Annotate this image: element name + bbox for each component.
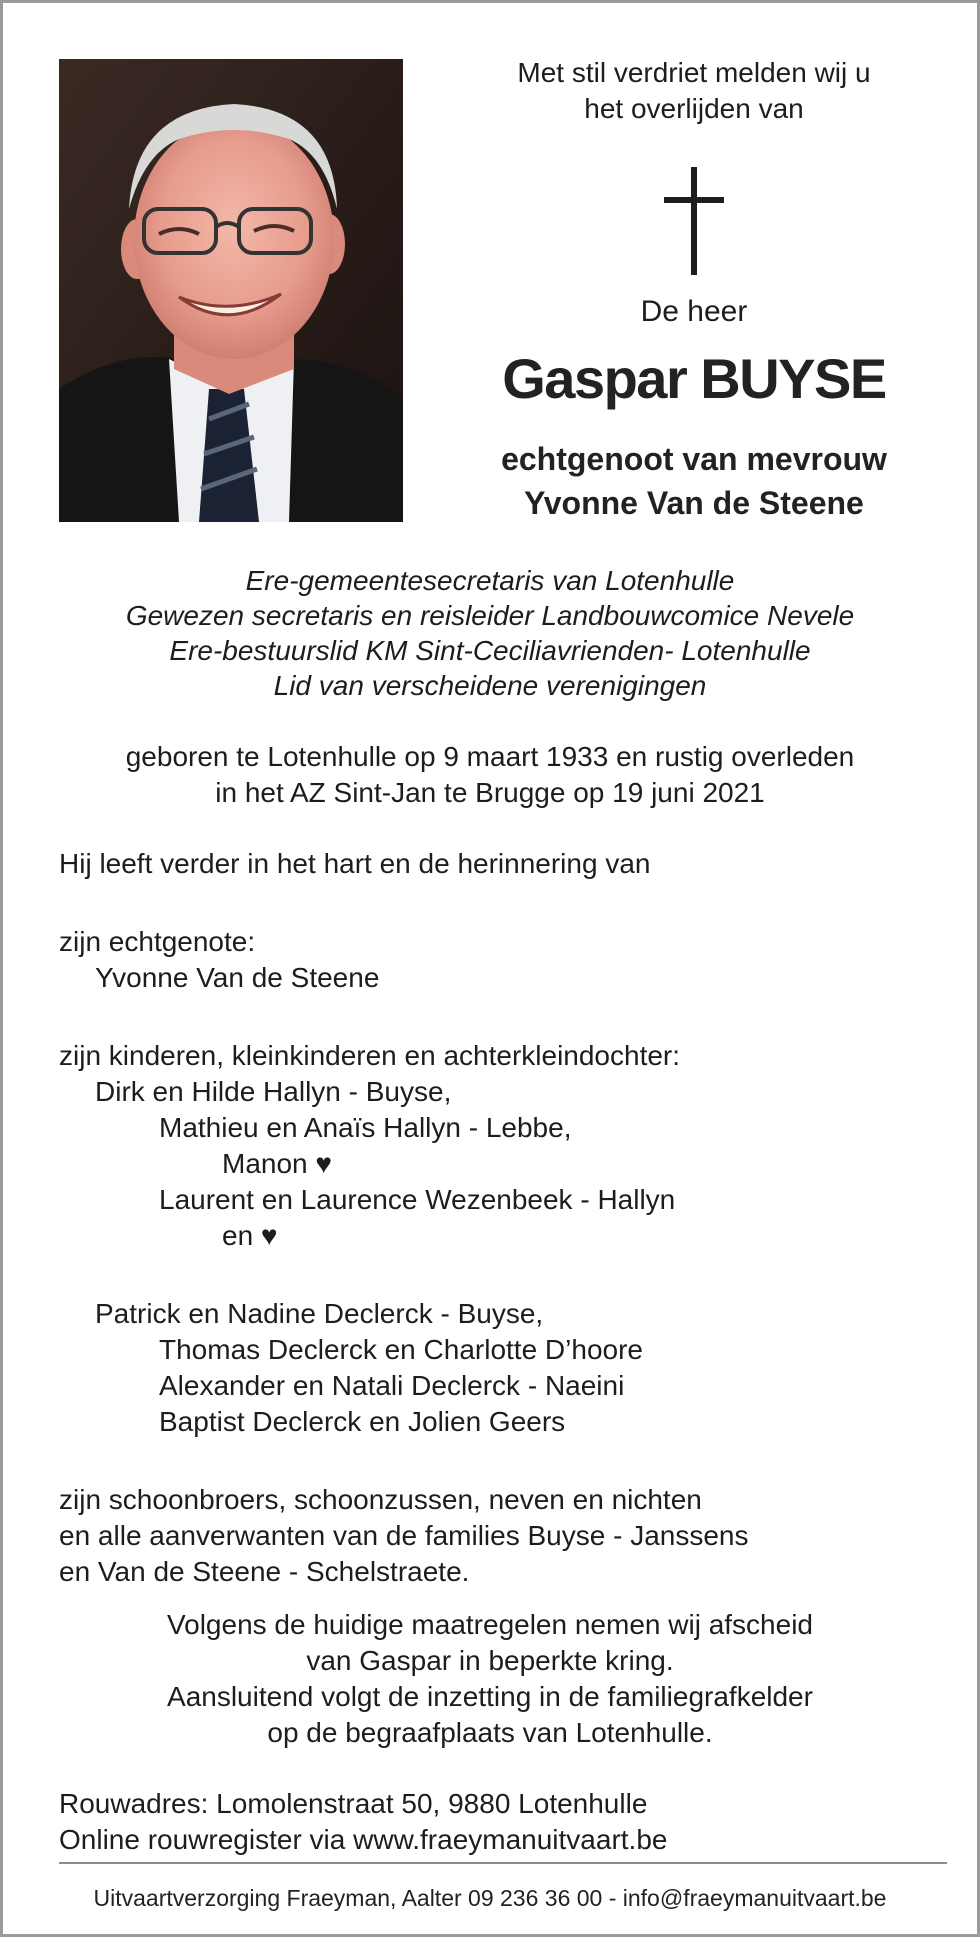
- spouse-line: Yvonne Van de Steene: [524, 485, 864, 521]
- children-label: zijn kinderen, kleinkinderen en achterkleindochter:: [59, 1040, 681, 1071]
- child-line: Dirk en Hilde Hallyn - Buyse,: [95, 1076, 452, 1107]
- intro-line: Met stil verdriet melden wij u: [517, 57, 871, 88]
- title-line: Lid van verscheidene verenigingen: [273, 670, 707, 701]
- inlaws-line: zijn schoonbroers, schoonzussen, neven en nichten: [59, 1484, 702, 1515]
- title-line: Gewezen secretaris en reisleider Landbouwcomice Nevele: [125, 600, 855, 631]
- great-grandchild-line: en ♥: [222, 1220, 278, 1251]
- cross-icon: [664, 167, 724, 275]
- intro-text: [458, 55, 930, 127]
- born-line: geboren te Lotenhulle op 9 maart 1933 en rustig overleden: [125, 741, 855, 772]
- farewell-line: Aansluitend volgt de inzetting in de familiegrafkelder: [167, 1681, 813, 1712]
- honorific: De heer: [640, 295, 748, 328]
- inlaws-line: en Van de Steene - Schelstraete.: [59, 1556, 470, 1587]
- condolence-register-line: Online rouwregister via www.fraeymanuitvaart.be: [59, 1824, 668, 1855]
- honorary-titles: [3, 563, 977, 703]
- footer-divider: [59, 1862, 947, 1864]
- title-line: Ere-bestuurslid KM Sint-Ceciliavrienden- Lotenhulle: [169, 635, 811, 666]
- family-list: [59, 846, 939, 1590]
- grandchild-line: Alexander en Natali Declerck - Naeini: [159, 1370, 625, 1401]
- spouse-label: zijn echtgenote:: [59, 926, 256, 957]
- title-line: Ere-gemeentesecretaris van Lotenhulle: [245, 565, 735, 596]
- funeral-home-footer: Uitvaartverzorging Fraeyman, Aalter 09 236 36 00 - info@fraeymanuitvaart.be: [93, 1885, 887, 1911]
- child-line: Patrick en Nadine Declerck - Buyse,: [95, 1298, 544, 1329]
- farewell-line: op de begraafplaats van Lotenhulle.: [267, 1717, 713, 1748]
- spouse-name: Yvonne Van de Steene: [95, 962, 380, 993]
- grandchild-line: Laurent en Laurence Wezenbeek - Hallyn: [159, 1184, 676, 1215]
- family-intro: Hij leeft verder in het hart en de herinnering van: [59, 848, 651, 879]
- birth-death-info: [3, 739, 977, 811]
- inlaws-line: en alle aanverwanten van de families Buyse - Janssens: [59, 1520, 749, 1551]
- mourning-address: [59, 1786, 939, 1858]
- portrait-photo: [59, 59, 403, 522]
- farewell-line: van Gaspar in beperkte kring.: [306, 1645, 674, 1676]
- notice-header: [458, 55, 930, 525]
- address-line: Rouwadres: Lomolenstraat 50, 9880 Lotenhulle: [59, 1788, 648, 1819]
- farewell-text: [3, 1607, 977, 1751]
- great-grandchild-line: Manon ♥: [222, 1148, 333, 1179]
- grandchild-line: Mathieu en Anaïs Hallyn - Lebbe,: [159, 1112, 572, 1143]
- deceased-name: Gaspar BUYSE: [502, 347, 886, 410]
- born-line: in het AZ Sint-Jan te Brugge op 19 juni 2021: [215, 777, 765, 808]
- intro-line: het overlijden van: [584, 93, 804, 124]
- grandchild-line: Baptist Declerck en Jolien Geers: [159, 1406, 566, 1437]
- spouse-heading: [458, 437, 930, 525]
- farewell-line: Volgens de huidige maatregelen nemen wij afscheid: [167, 1609, 813, 1640]
- grandchild-line: Thomas Declerck en Charlotte D’hoore: [159, 1334, 643, 1365]
- spouse-line: echtgenoot van mevrouw: [501, 441, 887, 477]
